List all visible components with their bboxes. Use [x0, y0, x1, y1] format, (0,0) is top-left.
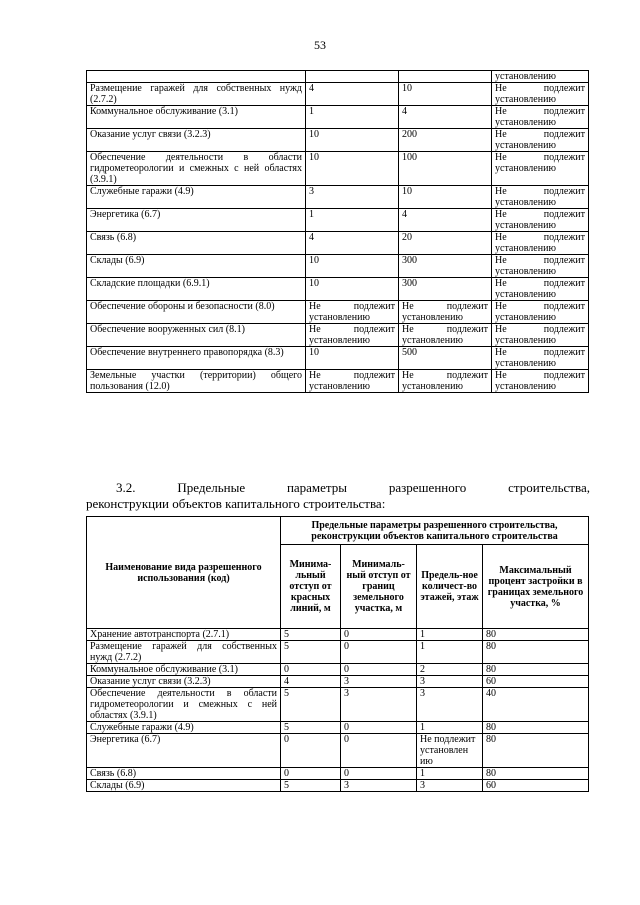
value-cell: Не подлежит установлению — [492, 129, 589, 152]
value-cell — [399, 71, 492, 83]
value-cell: Не подлежит установлению — [492, 83, 589, 106]
value-cell: Не подлежит установлению — [492, 301, 589, 324]
value-cell: 80 — [483, 722, 589, 734]
value-cell: 5 — [281, 629, 341, 641]
value-cell: 0 — [341, 768, 417, 780]
value-cell: Не подлежит установлению — [492, 209, 589, 232]
value-cell: 3 — [306, 186, 399, 209]
use-type-cell: Обеспечение деятельности в области гидрометеорологии и смежных с ней областях (3.9.1) — [87, 688, 281, 722]
value-cell: 80 — [483, 629, 589, 641]
value-cell: 0 — [341, 722, 417, 734]
table-row — [87, 83, 589, 106]
section-number: 3.2. — [116, 480, 136, 495]
value-cell: 20 — [399, 232, 492, 255]
table-row — [87, 780, 589, 792]
value-cell: 300 — [399, 278, 492, 301]
construction-parameters-table — [86, 516, 589, 792]
value-cell: Не подлежит установлению — [306, 301, 399, 324]
section-word: Предельные — [177, 480, 246, 495]
value-cell — [306, 71, 399, 83]
use-type-cell: Служебные гаражи (4.9) — [87, 722, 281, 734]
value-cell: Не подлежит установлению — [306, 324, 399, 347]
value-cell: 2 — [417, 664, 483, 676]
value-cell: 80 — [483, 641, 589, 664]
header-col: Максимальный процент застройки в границах земельного участка, % — [483, 545, 589, 629]
use-type-cell: Склады (6.9) — [87, 255, 306, 278]
value-cell: 40 — [483, 688, 589, 722]
value-cell: Не подлежит установлению — [399, 301, 492, 324]
value-cell: 80 — [483, 664, 589, 676]
table-row — [87, 278, 589, 301]
use-type-cell: Размещение гаражей для собственных нужд (2.7.2) — [87, 641, 281, 664]
table-row — [87, 676, 589, 688]
value-cell: 0 — [341, 641, 417, 664]
value-cell: Не подлежит установлению — [492, 232, 589, 255]
value-cell: 4 — [306, 83, 399, 106]
value-cell: 0 — [341, 734, 417, 768]
table-row — [87, 129, 589, 152]
use-type-cell: Энергетика (6.7) — [87, 209, 306, 232]
header-col: Минималь-ный отступ от границ земельного участка, м — [341, 545, 417, 629]
value-cell: 0 — [341, 664, 417, 676]
use-type-cell: Оказание услуг связи (3.2.3) — [87, 676, 281, 688]
use-type-cell: Склады (6.9) — [87, 780, 281, 792]
value-cell: 1 — [306, 209, 399, 232]
use-type-cell: Коммунальное обслуживание (3.1) — [87, 106, 306, 129]
value-cell: Не подлежит установлен ию — [417, 734, 483, 768]
value-cell: 0 — [341, 629, 417, 641]
value-cell: 5 — [281, 780, 341, 792]
value-cell: 1 — [417, 629, 483, 641]
use-type-cell: Связь (6.8) — [87, 768, 281, 780]
table-row — [87, 152, 589, 186]
value-cell: 1 — [417, 768, 483, 780]
use-type-cell: Обеспечение внутреннего правопорядка (8.3) — [87, 347, 306, 370]
table-row — [87, 664, 589, 676]
table-row — [87, 232, 589, 255]
page-number: 53 — [314, 38, 326, 52]
land-use-limits-table — [86, 70, 589, 393]
value-cell: Не подлежит установлению — [492, 106, 589, 129]
use-type-cell: Обеспечение обороны и безопасности (8.0) — [87, 301, 306, 324]
value-cell: 10 — [399, 186, 492, 209]
use-type-cell: Земельные участки (территории) общего пользования (12.0) — [87, 370, 306, 393]
value-cell: установлению — [492, 71, 589, 83]
section-word: строительства, — [508, 480, 590, 495]
value-cell: 300 — [399, 255, 492, 278]
value-cell: Не подлежит установлению — [492, 255, 589, 278]
value-cell: Не подлежит установлению — [492, 347, 589, 370]
table-row — [87, 347, 589, 370]
use-type-cell: Коммунальное обслуживание (3.1) — [87, 664, 281, 676]
table-row — [87, 255, 589, 278]
table-row — [87, 370, 589, 393]
value-cell: 10 — [306, 255, 399, 278]
value-cell: 3 — [417, 676, 483, 688]
value-cell: 10 — [306, 278, 399, 301]
value-cell: 5 — [281, 688, 341, 722]
header-col: Предель-ное количест-во этажей, этаж — [417, 545, 483, 629]
value-cell: 4 — [399, 106, 492, 129]
use-type-cell: Размещение гаражей для собственных нужд (2.7.2) — [87, 83, 306, 106]
use-type-cell: Энергетика (6.7) — [87, 734, 281, 768]
table-row — [87, 641, 589, 664]
value-cell: 3 — [417, 780, 483, 792]
table-row — [87, 186, 589, 209]
use-type-cell: Связь (6.8) — [87, 232, 306, 255]
value-cell: 10 — [306, 152, 399, 186]
value-cell: 4 — [399, 209, 492, 232]
table-row — [87, 734, 589, 768]
value-cell: 3 — [341, 780, 417, 792]
section-line2: реконструкции объектов капитального строительства: — [86, 496, 386, 511]
table-row — [87, 768, 589, 780]
header-group: Предельные параметры разрешенного строительства, реконструкции объектов капитального строительства — [281, 517, 589, 545]
value-cell: 5 — [281, 641, 341, 664]
use-type-cell: Хранение автотранспорта (2.7.1) — [87, 629, 281, 641]
value-cell: Не подлежит установлению — [492, 152, 589, 186]
value-cell: Не подлежит установлению — [492, 278, 589, 301]
value-cell: 10 — [306, 129, 399, 152]
table-row — [87, 722, 589, 734]
header-col: Минима-льный отступ от красных линий, м — [281, 545, 341, 629]
header-use-type: Наименование вида разрешенного использования (код) — [87, 517, 281, 629]
section-word: параметры — [286, 480, 348, 495]
use-type-cell: Обеспечение вооруженных сил (8.1) — [87, 324, 306, 347]
value-cell: Не подлежит установлению — [399, 370, 492, 393]
section-word: разрешенного — [388, 480, 467, 495]
use-type-cell: Оказание услуг связи (3.2.3) — [87, 129, 306, 152]
section-heading — [86, 480, 590, 512]
value-cell: 3 — [341, 688, 417, 722]
value-cell: 10 — [399, 83, 492, 106]
table-row — [87, 629, 589, 641]
use-type-cell: Служебные гаражи (4.9) — [87, 186, 306, 209]
use-type-cell: Складские площадки (6.9.1) — [87, 278, 306, 301]
value-cell: 0 — [281, 734, 341, 768]
value-cell: 3 — [341, 676, 417, 688]
table-row — [87, 301, 589, 324]
value-cell: 4 — [281, 676, 341, 688]
use-type-cell — [87, 71, 306, 83]
value-cell: Не подлежит установлению — [492, 186, 589, 209]
value-cell: Не подлежит установлению — [306, 370, 399, 393]
value-cell: 80 — [483, 734, 589, 768]
value-cell: 0 — [281, 768, 341, 780]
value-cell: 3 — [417, 688, 483, 722]
value-cell: 0 — [281, 664, 341, 676]
value-cell: 200 — [399, 129, 492, 152]
value-cell: 100 — [399, 152, 492, 186]
value-cell: 1 — [417, 641, 483, 664]
table-row — [87, 209, 589, 232]
value-cell: 60 — [483, 676, 589, 688]
value-cell: 60 — [483, 780, 589, 792]
value-cell: 5 — [281, 722, 341, 734]
table-row — [87, 71, 589, 83]
value-cell: Не подлежит установлению — [399, 324, 492, 347]
table-row — [87, 324, 589, 347]
value-cell: 500 — [399, 347, 492, 370]
value-cell: 4 — [306, 232, 399, 255]
value-cell: Не подлежит установлению — [492, 370, 589, 393]
table-row — [87, 106, 589, 129]
value-cell: 1 — [306, 106, 399, 129]
value-cell: 80 — [483, 768, 589, 780]
value-cell: 10 — [306, 347, 399, 370]
use-type-cell: Обеспечение деятельности в области гидрометеорологии и смежных с ней областях (3.9.1) — [87, 152, 306, 186]
table-row — [87, 688, 589, 722]
value-cell: Не подлежит установлению — [492, 324, 589, 347]
value-cell: 1 — [417, 722, 483, 734]
